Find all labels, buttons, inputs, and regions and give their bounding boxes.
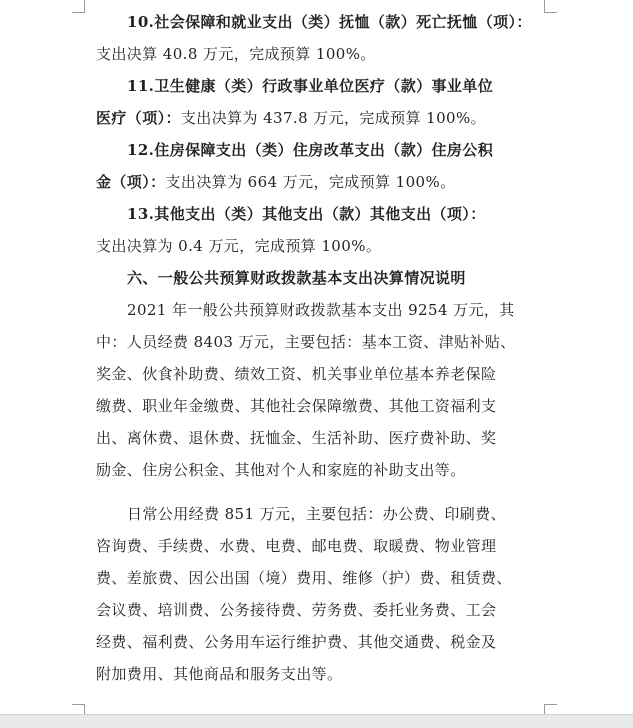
para-2-line: 会议费、培训费、公务接待费、劳务费、委托业务费、工会 [96, 601, 497, 619]
item-13-text: 支出决算为 0.4 万元，完成预算 100%。 [96, 237, 382, 255]
paragraph-gap [96, 486, 542, 498]
item-13-heading: 13.其他支出（类）其他支出（款）其他支出（项）： [127, 205, 486, 223]
page-bottom-edge [0, 714, 633, 728]
item-11-text: 支出决算为 437.8 万元，完成预算 100%。 [180, 109, 487, 127]
item-11-heading-cont: 医疗（项）： [96, 109, 181, 127]
item-11-heading: 11.卫生健康（类）行政事业单位医疗（款）事业单位 [127, 77, 494, 95]
item-12-text-line [96, 166, 542, 198]
item-10-heading: 10.社会保障和就业支出（类）抚恤（款）死亡抚恤（项）： [127, 13, 532, 31]
para-1-line: 奖金、伙食补助费、绩效工资、机关事业单位基本养老保险 [96, 365, 497, 383]
page-margin-mark-top-right [544, 0, 557, 13]
para-2-line: 日常公用经费 851 万元，主要包括：办公费、印刷费、 [127, 505, 506, 523]
section-6-title: 六、一般公共预算财政拨款基本支出决算情况说明 [127, 269, 466, 287]
item-10-text: 支出决算 40.8 万元，完成预算 100%。 [96, 45, 376, 63]
para-1-line: 2021 年一般公共预算财政拨款基本支出 9254 万元，其 [127, 301, 515, 319]
para-1-line: 中：人员经费 8403 万元，主要包括：基本工资、津贴补贴、 [96, 333, 516, 351]
para-1-line: 励金、住房公积金、其他对个人和家庭的补助支出等。 [96, 461, 466, 479]
item-11-text-line [96, 102, 542, 134]
item-12-heading-cont: 金（项）： [96, 173, 166, 191]
document-body [96, 6, 542, 690]
para-2-line: 附加费用、其他商品和服务支出等。 [96, 665, 343, 683]
para-2-line: 费、差旅费、因公出国（境）费用、维修（护）费、租赁费、 [96, 569, 512, 587]
page-margin-mark-top-left [72, 0, 85, 13]
para-1-line: 出、离休费、退休费、抚恤金、生活补助、医疗费补助、奖 [96, 429, 497, 447]
para-2-line: 经费、福利费、公务用车运行维护费、其他交通费、税金及 [96, 633, 497, 651]
item-12-heading: 12.住房保障支出（类）住房改革支出（款）住房公积 [127, 141, 494, 159]
item-12-text: 支出决算为 664 万元，完成预算 100%。 [165, 173, 456, 191]
para-2-line: 咨询费、手续费、水费、电费、邮电费、取暖费、物业管理 [96, 537, 497, 555]
para-1-line: 缴费、职业年金缴费、其他社会保障缴费、其他工资福利支 [96, 397, 497, 415]
